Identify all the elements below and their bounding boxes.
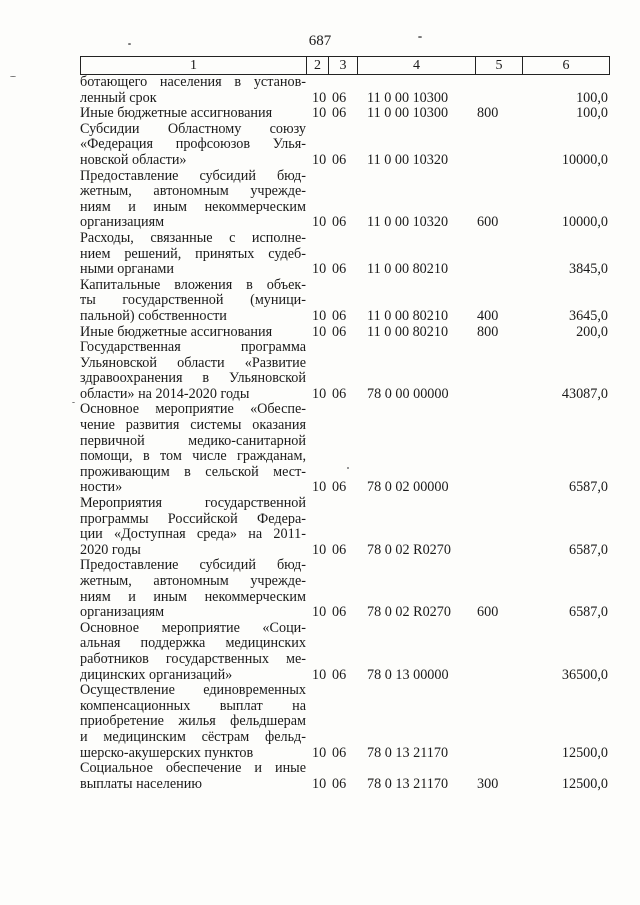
subsection-code: 06 bbox=[332, 151, 347, 168]
description-line: ниям и иным некоммерческим bbox=[80, 198, 306, 215]
scan-speck bbox=[72, 402, 75, 403]
description-line: Государственная программа bbox=[80, 339, 306, 356]
table-row bbox=[80, 340, 610, 402]
column-header: 3 bbox=[328, 57, 357, 74]
table-row bbox=[80, 122, 610, 169]
budget-table bbox=[80, 56, 610, 792]
expense-type-code: 600 bbox=[477, 604, 499, 621]
table-row bbox=[80, 106, 610, 122]
target-article-code: 11 0 00 10300 bbox=[367, 89, 449, 106]
section-code: 10 bbox=[312, 604, 327, 621]
subsection-code: 06 bbox=[332, 541, 347, 558]
description-line: шерско-акушерских пунктов bbox=[80, 744, 254, 761]
description-line: компенсационных выплат на bbox=[80, 697, 306, 714]
table-row bbox=[80, 761, 610, 792]
column-header: 1 bbox=[80, 57, 306, 74]
section-code: 10 bbox=[312, 775, 327, 792]
table-row bbox=[80, 75, 610, 106]
description-line: жетным, автономным учрежде- bbox=[80, 183, 306, 200]
table-row bbox=[80, 231, 610, 278]
description-line: ленный срок bbox=[80, 89, 157, 106]
section-code: 10 bbox=[312, 261, 327, 278]
amount-value: 12500,0 bbox=[561, 744, 608, 761]
row-description bbox=[80, 325, 306, 341]
subsection-code: 06 bbox=[332, 261, 347, 278]
subsection-code: 06 bbox=[332, 105, 347, 122]
subsection-code: 06 bbox=[332, 214, 347, 231]
subsection-code: 06 bbox=[332, 744, 347, 761]
section-code: 10 bbox=[312, 323, 327, 340]
description-line: ции «Доступная среда» на 2011- bbox=[80, 526, 306, 543]
row-description bbox=[80, 621, 306, 683]
target-article-code: 78 0 02 R0270 bbox=[367, 541, 451, 558]
table-row bbox=[80, 621, 610, 683]
subsection-code: 06 bbox=[332, 479, 347, 496]
amount-value: 43087,0 bbox=[561, 385, 608, 402]
table-header bbox=[80, 56, 610, 75]
section-code: 10 bbox=[312, 479, 327, 496]
expense-type-code: 800 bbox=[477, 105, 499, 122]
description-line: Иные бюджетные ассигнования bbox=[80, 323, 273, 340]
description-line: работников государственных ме- bbox=[80, 650, 306, 667]
description-line: выплаты населению bbox=[80, 775, 202, 792]
description-line: Капитальные вложения в объек- bbox=[80, 276, 306, 293]
description-line: Мероприятия государственной bbox=[80, 495, 306, 512]
description-line: организациям bbox=[80, 604, 165, 621]
table-row bbox=[80, 683, 610, 761]
amount-value: 6587,0 bbox=[568, 541, 608, 558]
description-line: Осуществление единовременных bbox=[80, 682, 306, 699]
row-description bbox=[80, 496, 306, 558]
description-line: новской области» bbox=[80, 151, 187, 168]
section-code: 10 bbox=[312, 744, 327, 761]
row-description bbox=[80, 340, 306, 402]
subsection-code: 06 bbox=[332, 89, 347, 106]
description-line: Социальное обеспечение и иные bbox=[80, 760, 306, 777]
section-code: 10 bbox=[312, 541, 327, 558]
description-line: проживающим в сельской мест- bbox=[80, 463, 306, 480]
description-line: Предоставление субсидий бюд- bbox=[80, 167, 306, 184]
row-description bbox=[80, 231, 306, 278]
amount-value: 36500,0 bbox=[561, 666, 608, 683]
description-line: 2020 годы bbox=[80, 541, 141, 558]
description-line: организациям bbox=[80, 214, 165, 231]
target-article-code: 11 0 00 80210 bbox=[367, 323, 449, 340]
subsection-code: 06 bbox=[332, 307, 347, 324]
description-line: чение развития системы оказания bbox=[80, 417, 306, 434]
description-line: ными органами bbox=[80, 261, 175, 278]
section-code: 10 bbox=[312, 105, 327, 122]
target-article-code: 78 0 02 00000 bbox=[367, 479, 449, 496]
expense-type-code: 600 bbox=[477, 214, 499, 231]
amount-value: 3645,0 bbox=[568, 307, 608, 324]
table-row bbox=[80, 402, 610, 496]
scan-speck bbox=[347, 467, 349, 469]
target-article-code: 11 0 00 80210 bbox=[367, 307, 449, 324]
description-line: первичной медико-санитарной bbox=[80, 432, 306, 449]
table-row bbox=[80, 325, 610, 341]
amount-value: 10000,0 bbox=[561, 151, 608, 168]
row-description bbox=[80, 558, 306, 620]
section-code: 10 bbox=[312, 666, 327, 683]
row-description bbox=[80, 761, 306, 792]
expense-type-code: 400 bbox=[477, 307, 499, 324]
amount-value: 200,0 bbox=[576, 323, 608, 340]
amount-value: 100,0 bbox=[576, 89, 608, 106]
description-line: Основное мероприятие «Обеспе- bbox=[80, 401, 306, 418]
description-line: здравоохранения в Ульяновской bbox=[80, 370, 306, 387]
target-article-code: 78 0 13 21170 bbox=[367, 744, 449, 761]
table-row bbox=[80, 558, 610, 620]
subsection-code: 06 bbox=[332, 323, 347, 340]
description-line: Иные бюджетные ассигнования bbox=[80, 105, 273, 122]
subsection-code: 06 bbox=[332, 775, 347, 792]
description-line: и медицинским сёстрам фельд- bbox=[80, 728, 306, 745]
target-article-code: 11 0 00 10300 bbox=[367, 105, 449, 122]
column-header: 4 bbox=[357, 57, 475, 74]
scan-speck bbox=[128, 43, 131, 45]
description-line: Субсидии Областному союзу bbox=[80, 120, 306, 137]
column-header: 2 bbox=[306, 57, 328, 74]
section-code: 10 bbox=[312, 151, 327, 168]
description-line: Расходы, связанные с исполне- bbox=[80, 229, 306, 246]
description-line: ботающего населения в установ- bbox=[80, 74, 306, 90]
row-description bbox=[80, 75, 306, 106]
expense-type-code: 800 bbox=[477, 323, 499, 340]
description-line: ниям и иным некоммерческим bbox=[80, 588, 306, 605]
target-article-code: 78 0 13 21170 bbox=[367, 775, 449, 792]
amount-value: 6587,0 bbox=[568, 479, 608, 496]
row-description bbox=[80, 169, 306, 231]
description-line: жетным, автономным учрежде- bbox=[80, 573, 306, 589]
description-line: приобретение жилья фельдшерам bbox=[80, 713, 306, 730]
section-code: 10 bbox=[312, 307, 327, 324]
table-row bbox=[80, 496, 610, 558]
description-line: ты государственной (муници- bbox=[80, 292, 306, 309]
target-article-code: 11 0 00 10320 bbox=[367, 214, 449, 231]
description-line: Ульяновской области «Развитие bbox=[80, 354, 306, 371]
row-description bbox=[80, 278, 306, 325]
target-article-code: 78 0 13 00000 bbox=[367, 666, 449, 683]
column-header: 5 bbox=[475, 57, 522, 74]
scan-speck bbox=[418, 36, 422, 38]
amount-value: 12500,0 bbox=[561, 775, 608, 792]
table-row bbox=[80, 278, 610, 325]
row-description bbox=[80, 402, 306, 496]
description-line: Предоставление субсидий бюд- bbox=[80, 557, 306, 574]
row-description bbox=[80, 122, 306, 169]
section-code: 10 bbox=[312, 89, 327, 106]
scan-speck bbox=[10, 76, 16, 77]
row-description bbox=[80, 106, 306, 122]
amount-value: 6587,0 bbox=[568, 604, 608, 621]
amount-value: 100,0 bbox=[576, 105, 608, 122]
description-line: области» на 2014-2020 годы bbox=[80, 385, 250, 402]
subsection-code: 06 bbox=[332, 666, 347, 683]
description-line: помощи, в том числе гражданам, bbox=[80, 448, 306, 465]
table-body bbox=[80, 75, 610, 792]
description-line: нием решений, принятых судеб- bbox=[80, 245, 306, 262]
description-line: программы Российской Федера- bbox=[80, 510, 306, 527]
subsection-code: 06 bbox=[332, 604, 347, 621]
description-line: ности» bbox=[80, 479, 123, 496]
description-line: альная поддержка медицинских bbox=[80, 635, 306, 652]
section-code: 10 bbox=[312, 214, 327, 231]
description-line: пальной) собственности bbox=[80, 307, 227, 324]
target-article-code: 11 0 00 80210 bbox=[367, 261, 449, 278]
target-article-code: 78 0 00 00000 bbox=[367, 385, 449, 402]
target-article-code: 11 0 00 10320 bbox=[367, 151, 449, 168]
expense-type-code: 300 bbox=[477, 775, 499, 792]
table-row bbox=[80, 169, 610, 231]
amount-value: 10000,0 bbox=[561, 214, 608, 231]
section-code: 10 bbox=[312, 385, 327, 402]
row-description bbox=[80, 683, 306, 761]
description-line: «Федерация профсоюзов Улья- bbox=[80, 136, 306, 153]
target-article-code: 78 0 02 R0270 bbox=[367, 604, 451, 621]
page-number: 687 bbox=[308, 33, 332, 49]
subsection-code: 06 bbox=[332, 385, 347, 402]
description-line: Основное мероприятие «Соци- bbox=[80, 619, 306, 636]
amount-value: 3845,0 bbox=[568, 261, 608, 278]
description-line: дицинских организаций» bbox=[80, 666, 233, 683]
column-header: 6 bbox=[522, 57, 610, 74]
